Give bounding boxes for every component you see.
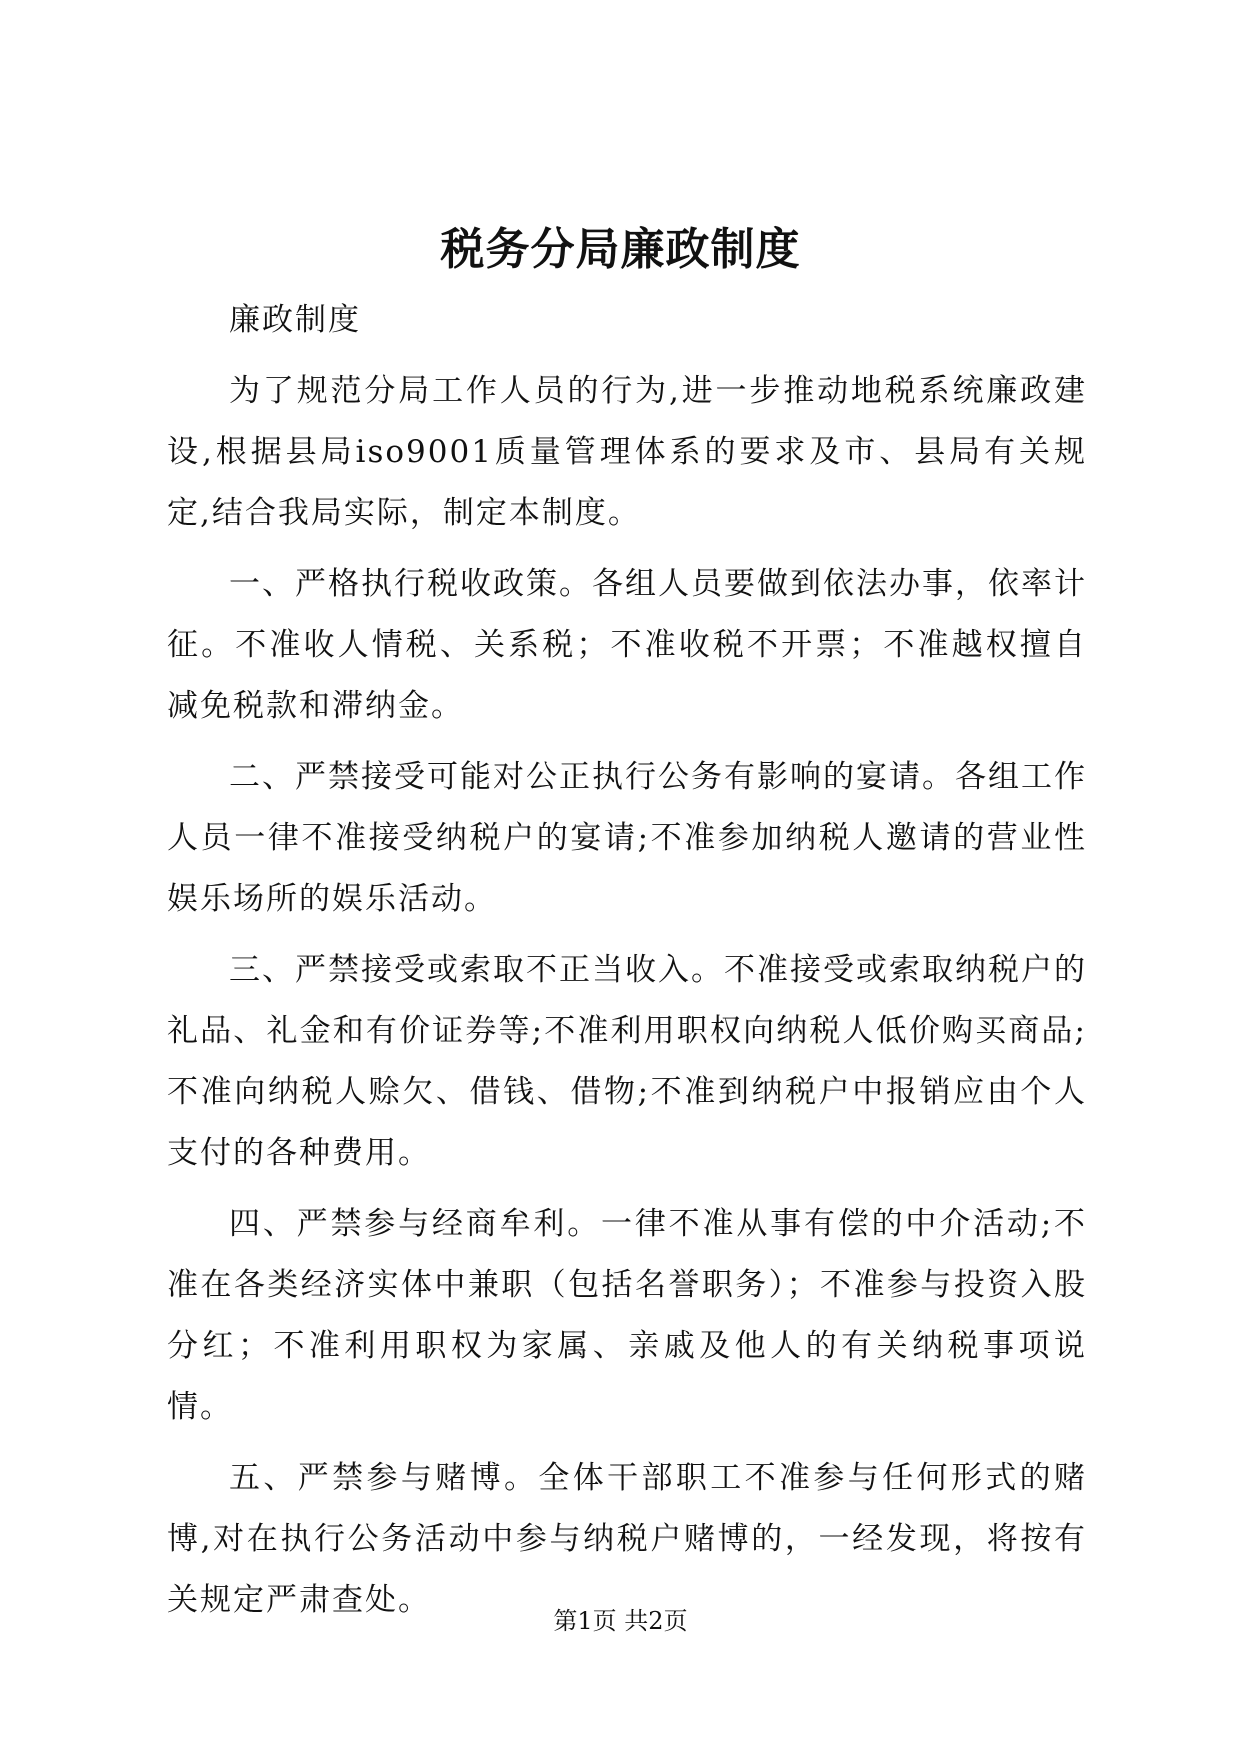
page-footer: 第1页 共2页 (553, 1607, 688, 1635)
paragraph-rule-3: 三、严禁接受或索取不正当收入。不准接受或索取纳税户的礼品、礼金和有价证券等;不准利用职权向纳税人低价购买商品;不准向纳税人赊欠、借钱、借物;不准到纳税户中报销应由个人支付的各种费用。 (167, 952, 1087, 1171)
document-body (167, 290, 1087, 1641)
paragraph-rule-5: 五、严禁参与赌博。全体干部职工不准参与任何形式的赌博,对在执行公务活动中参与纳税户赌博的，一经发现，将按有关规定严肃查处。 (167, 1460, 1087, 1618)
paragraph-rule-4: 四、严禁参与经商牟利。一律不准从事有偿的中介活动;不准在各类经济实体中兼职（包括名誉职务）；不准参与投资入股分红；不准利用职权为家属、亲戚及他人的有关纳税事项说情。 (167, 1206, 1087, 1425)
paragraph-heading: 廉政制度 (229, 302, 361, 338)
document-title: 税务分局廉政制度 (440, 224, 801, 275)
paragraph-intro: 为了规范分局工作人员的行为,进一步推动地税系统廉政建设,根据县局iso9001质量管理体系的要求及市、县局有关规定,结合我局实际，制定本制度。 (167, 373, 1087, 531)
paragraph-rule-1: 一、严格执行税收政策。各组人员要做到依法办事，依率计征。不准收人情税、关系税；不准收税不开票；不准越权擅自减免税款和滞纳金。 (167, 566, 1087, 724)
paragraph-rule-2: 二、严禁接受可能对公正执行公务有影响的宴请。各组工作人员一律不准接受纳税户的宴请;不准参加纳税人邀请的营业性娱乐场所的娱乐活动。 (167, 759, 1087, 917)
